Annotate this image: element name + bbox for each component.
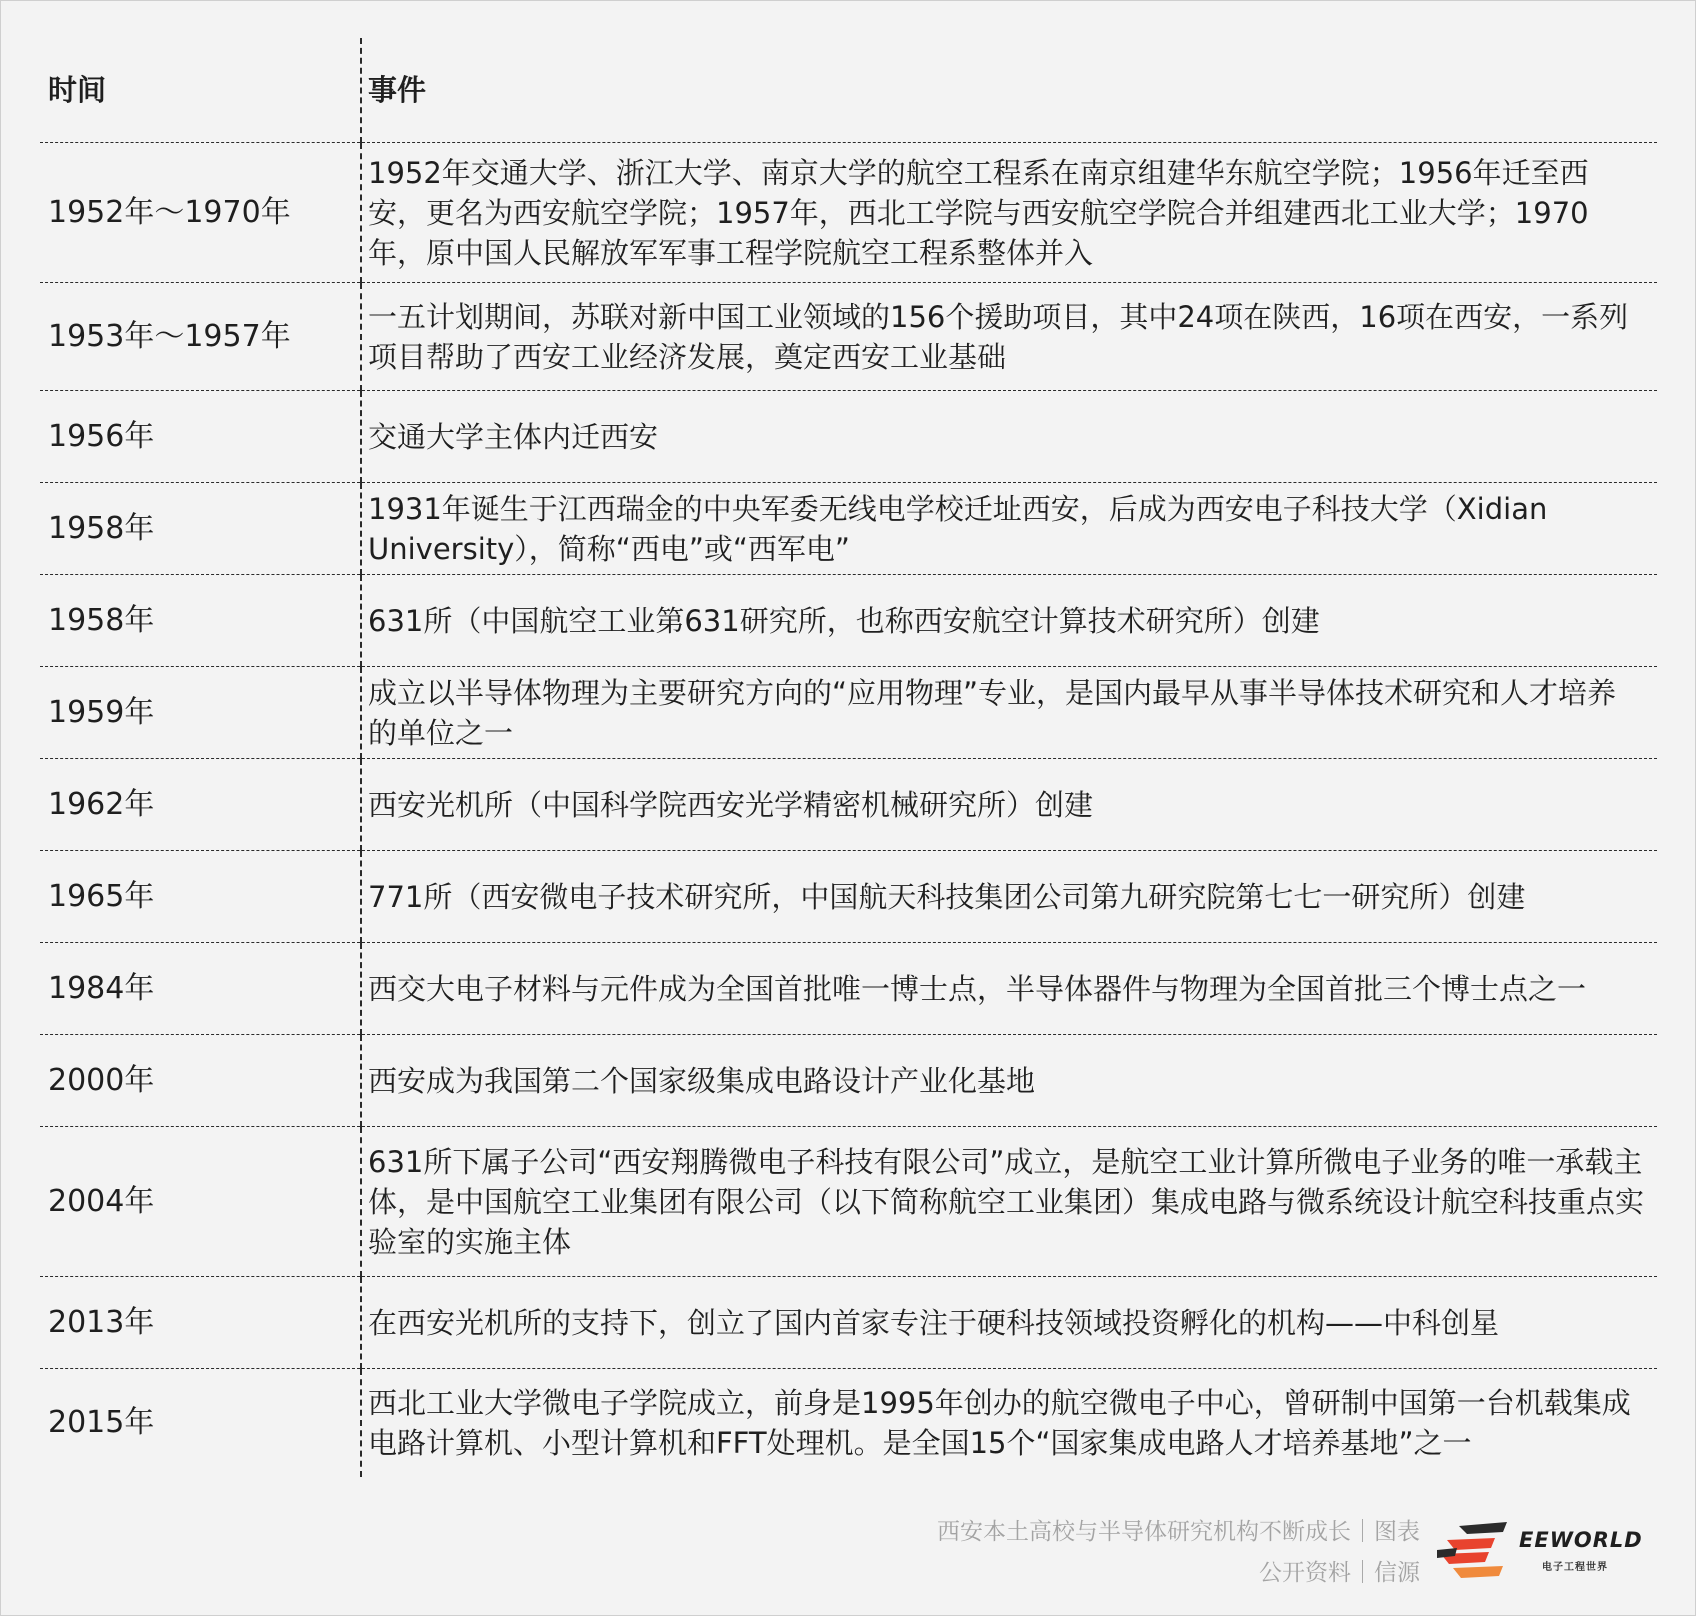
row-time: 1962年 [48,786,155,822]
table-header-row [40,38,1657,143]
table-row [40,1127,1657,1277]
timeline-table [40,38,1657,1477]
table-row [40,575,1657,667]
row-time: 2015年 [48,1404,155,1440]
row-event: 西北工业大学微电子学院成立，前身是1995年创办的航空微电子中心，曾研制中国第一台机载集成电路计算机、小型计算机和FFT处理机。是全国15个“国家集成电路人才培养基地”之一 [361,1369,1657,1477]
logo-wordmark: EEWORLD [1519,1528,1643,1552]
table-row [40,1369,1657,1477]
row-time: 1958年 [48,510,155,546]
table-row [40,667,1657,759]
eeworld-logo-mark-icon [1437,1518,1517,1582]
row-event: 631所下属子公司“西安翔腾微电子科技有限公司”成立，是航空工业计算所微电子业务的唯一承载主体，是中国航空工业集团有限公司（以下简称航空工业集团）集成电路与微系统设计航空科技重点实验室的实施主体 [361,1127,1657,1277]
row-event: 西交大电子材料与元件成为全国首批唯一博士点，半导体器件与物理为全国首批三个博士点之一 [361,943,1657,1035]
row-time: 1952年～1970年 [48,194,291,230]
table-row [40,143,1657,283]
row-event: 631所（中国航空工业第631研究所，也称西安航空计算技术研究所）创建 [361,575,1657,667]
row-event: 成立以半导体物理为主要研究方向的“应用物理”专业，是国内最早从事半导体技术研究和人才培养的单位之一 [361,667,1657,759]
row-time: 1965年 [48,878,155,914]
table-row [40,283,1657,391]
table-row [40,851,1657,943]
row-time: 1956年 [48,418,155,454]
row-event: 1931年诞生于江西瑞金的中央军委无线电学校迁址西安，后成为西安电子科技大学（Xidian University），简称“西电”或“西军电” [361,483,1657,575]
logo-subtitle: 电子工程世界 [1542,1562,1608,1573]
row-event: 1952年交通大学、浙江大学、南京大学的航空工程系在南京组建华东航空学院；1956年迁至西安，更名为西安航空学院；1957年，西北工学院与西安航空学院合并组建西北工业大学；1970年，原中国人民解放军军事工程学院航空工程系整体并入 [361,143,1657,283]
table-row [40,391,1657,483]
row-time: 1953年～1957年 [48,318,291,354]
row-time: 2004年 [48,1183,155,1219]
row-time: 1959年 [48,694,155,730]
table-row [40,1277,1657,1369]
table-row [40,1035,1657,1127]
row-time: 1958年 [48,602,155,638]
row-event: 771所（西安微电子技术研究所，中国航天科技集团公司第九研究院第七七一研究所）创建 [361,851,1657,943]
row-event: 交通大学主体内迁西安 [361,391,1657,483]
row-event: 在西安光机所的支持下，创立了国内首家专注于硬科技领域投资孵化的机构——中科创星 [361,1277,1657,1369]
table-row [40,759,1657,851]
row-time: 2013年 [48,1304,155,1340]
table-row [40,483,1657,575]
header-event: 事件 [361,38,1657,143]
eeworld-logo [1437,1518,1643,1582]
table-row [40,943,1657,1035]
row-time: 1984年 [48,970,155,1006]
caption-source: 公开资料｜信源 [1259,1560,1420,1586]
header-time: 时间 [48,73,107,107]
timeline-table-container [40,38,1657,1477]
row-event: 西安光机所（中国科学院西安光学精密机械研究所）创建 [361,759,1657,851]
row-event: 一五计划期间，苏联对新中国工业领域的156个援助项目，其中24项在陕西，16项在西安，一系列项目帮助了西安工业经济发展，奠定西安工业基础 [361,283,1657,391]
caption-title: 西安本土高校与半导体研究机构不断成长｜图表 [937,1519,1420,1545]
row-time: 2000年 [48,1062,155,1098]
source-caption [937,1512,1420,1594]
row-event: 西安成为我国第二个国家级集成电路设计产业化基地 [361,1035,1657,1127]
